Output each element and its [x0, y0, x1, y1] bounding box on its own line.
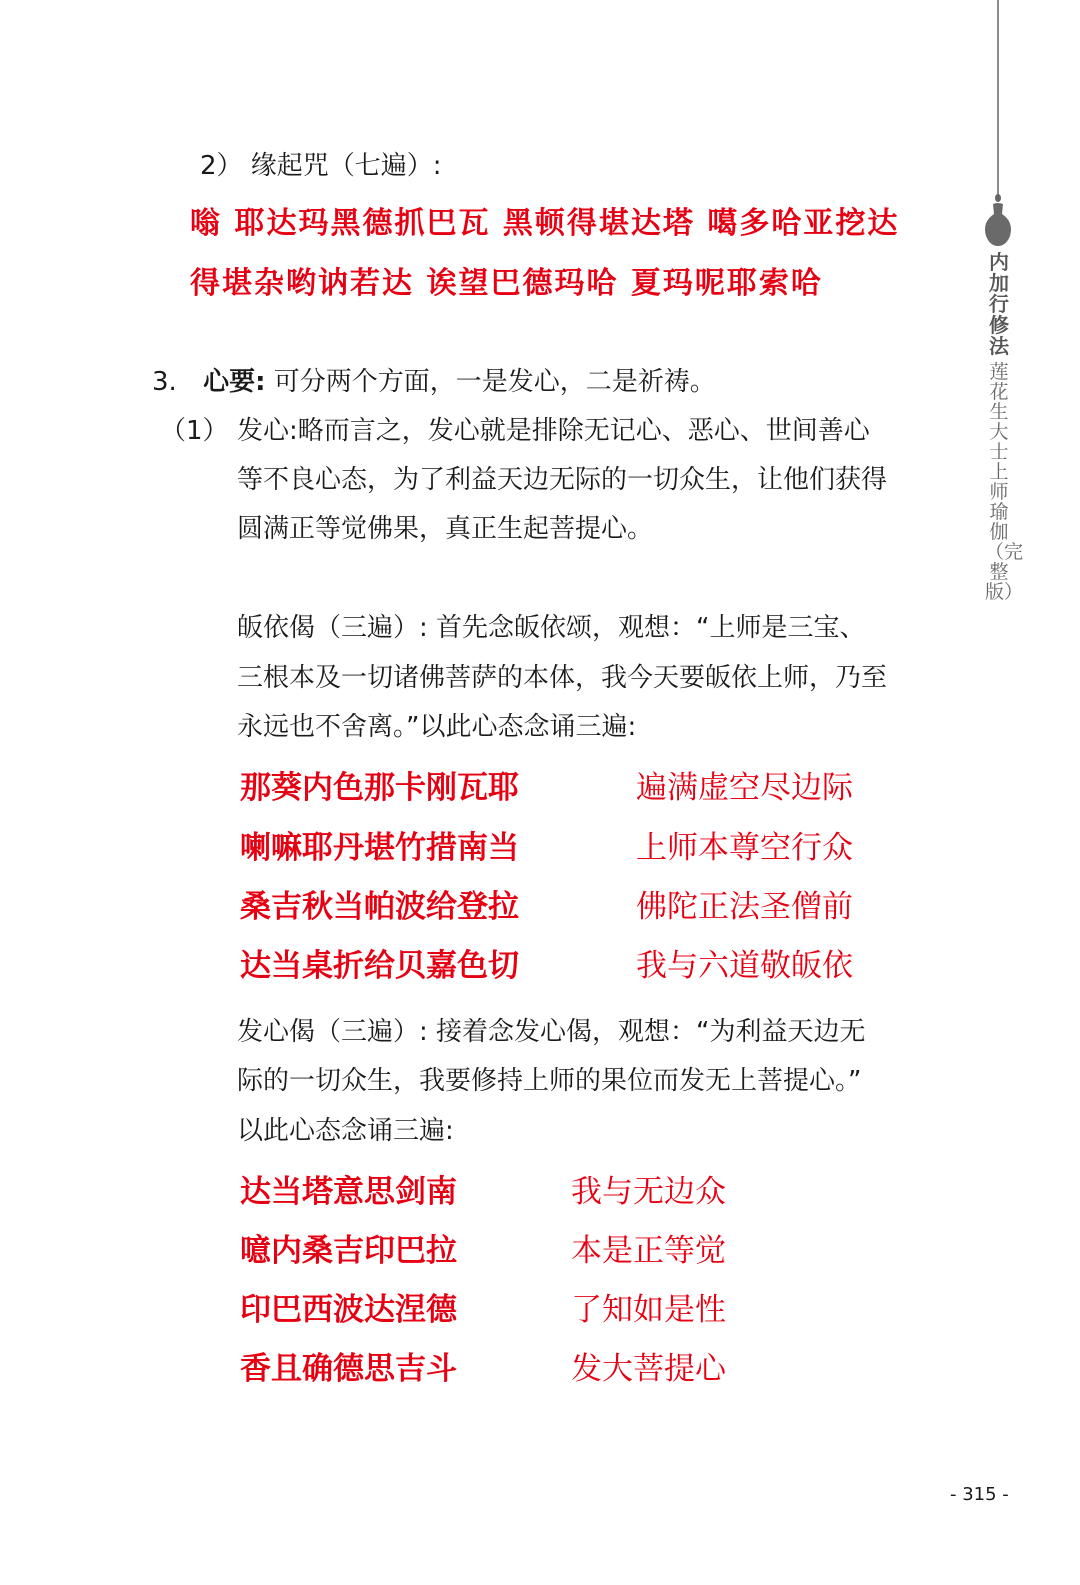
bodhicitta-line-1: 发心偈（三遍）: 接着念发心偈，观想：“为利益天边无: [237, 1017, 866, 1047]
bodhicitta-verse-right-1: 我与无边众: [571, 1174, 726, 1210]
side-rule-line: [997, 0, 999, 200]
bodhicitta-verse-right-4: 发大菩提心: [571, 1351, 726, 1387]
item-1-line-1: [237, 407, 870, 455]
vase-ornament-icon: [980, 192, 1016, 250]
refuge-line-1: 皈依偈（三遍）: 首先念皈依颂，观想：“上师是三宝、: [237, 613, 866, 643]
refuge-verse-right-3: 佛陀正法圣僧前: [636, 889, 853, 925]
refuge-verse-left-4: 达当桌折给贝嘉色切: [240, 948, 519, 984]
refuge-verse-left-1: 那葵内色那卡刚瓦耶: [240, 770, 519, 806]
bodhicitta-line-2: 际的一切众生，我要修持上师的果位而发无上菩提心。”: [237, 1066, 862, 1096]
refuge-verse-right-1: 遍满虚空尽边际: [636, 770, 853, 806]
item-1-line-2: 等不良心态，为了利益天边无际的一切众生，让他们获得: [237, 465, 888, 495]
item-text: 略而言之，发心就是排除无记心、恶心、世间善心: [297, 416, 870, 446]
item-label: 发心:: [237, 416, 298, 446]
item-number: （1）: [160, 416, 229, 446]
section-number: 3.: [152, 367, 177, 397]
refuge-line-2: 三根本及一切诸佛菩萨的本体，我今天要皈依上师，乃至: [237, 663, 888, 693]
mantra-line-2: 得堪杂哟讷若达 诶望巴德玛哈 夏玛呢耶索哈: [190, 266, 823, 301]
refuge-line-3: 永远也不舍离。”以此心态念诵三遍:: [237, 712, 637, 742]
refuge-verse-right-4: 我与六道敬皈依: [636, 948, 853, 984]
bodhicitta-verse-left-2: 噫内桑吉印巴拉: [240, 1233, 457, 1269]
bodhicitta-verse-left-4: 香且确德思吉斗: [240, 1351, 457, 1387]
section-text: 可分两个方面，一是发心，二是祈祷。: [273, 367, 716, 397]
bodhicitta-verse-right-3: 了知如是性: [571, 1292, 726, 1328]
refuge-verse-left-2: 喇嘛耶丹堪竹措南当: [240, 830, 519, 866]
bodhicitta-verse-right-2: 本是正等觉: [571, 1233, 726, 1269]
refuge-verse-right-2: 上师本尊空行众: [636, 830, 853, 866]
mantra-heading: 2） 缘起咒（七遍）:: [200, 151, 442, 181]
page-number: - 315 -: [950, 1484, 1009, 1505]
bodhicitta-verse-left-3: 印巴西波达涅德: [240, 1292, 457, 1328]
section-3: [152, 358, 716, 406]
mantra-line-1: 嗡 耶达玛黑德抓巴瓦 黑顿得堪达塔 噶多哈亚挖达: [190, 206, 900, 241]
side-book-title: 莲花生大士上师瑜伽（完整版）: [985, 361, 1024, 603]
side-chapter-title: 内加行修法: [989, 250, 1009, 358]
refuge-verse-left-3: 桑吉秋当帕波给登拉: [240, 889, 519, 925]
item-1-line-3: 圆满正等觉佛果，真正生起菩提心。: [237, 514, 654, 544]
section-label: 心要:: [203, 367, 266, 397]
bodhicitta-line-3: 以此心态念诵三遍:: [237, 1116, 454, 1146]
bodhicitta-verse-left-1: 达当塔意思剑南: [240, 1174, 457, 1210]
